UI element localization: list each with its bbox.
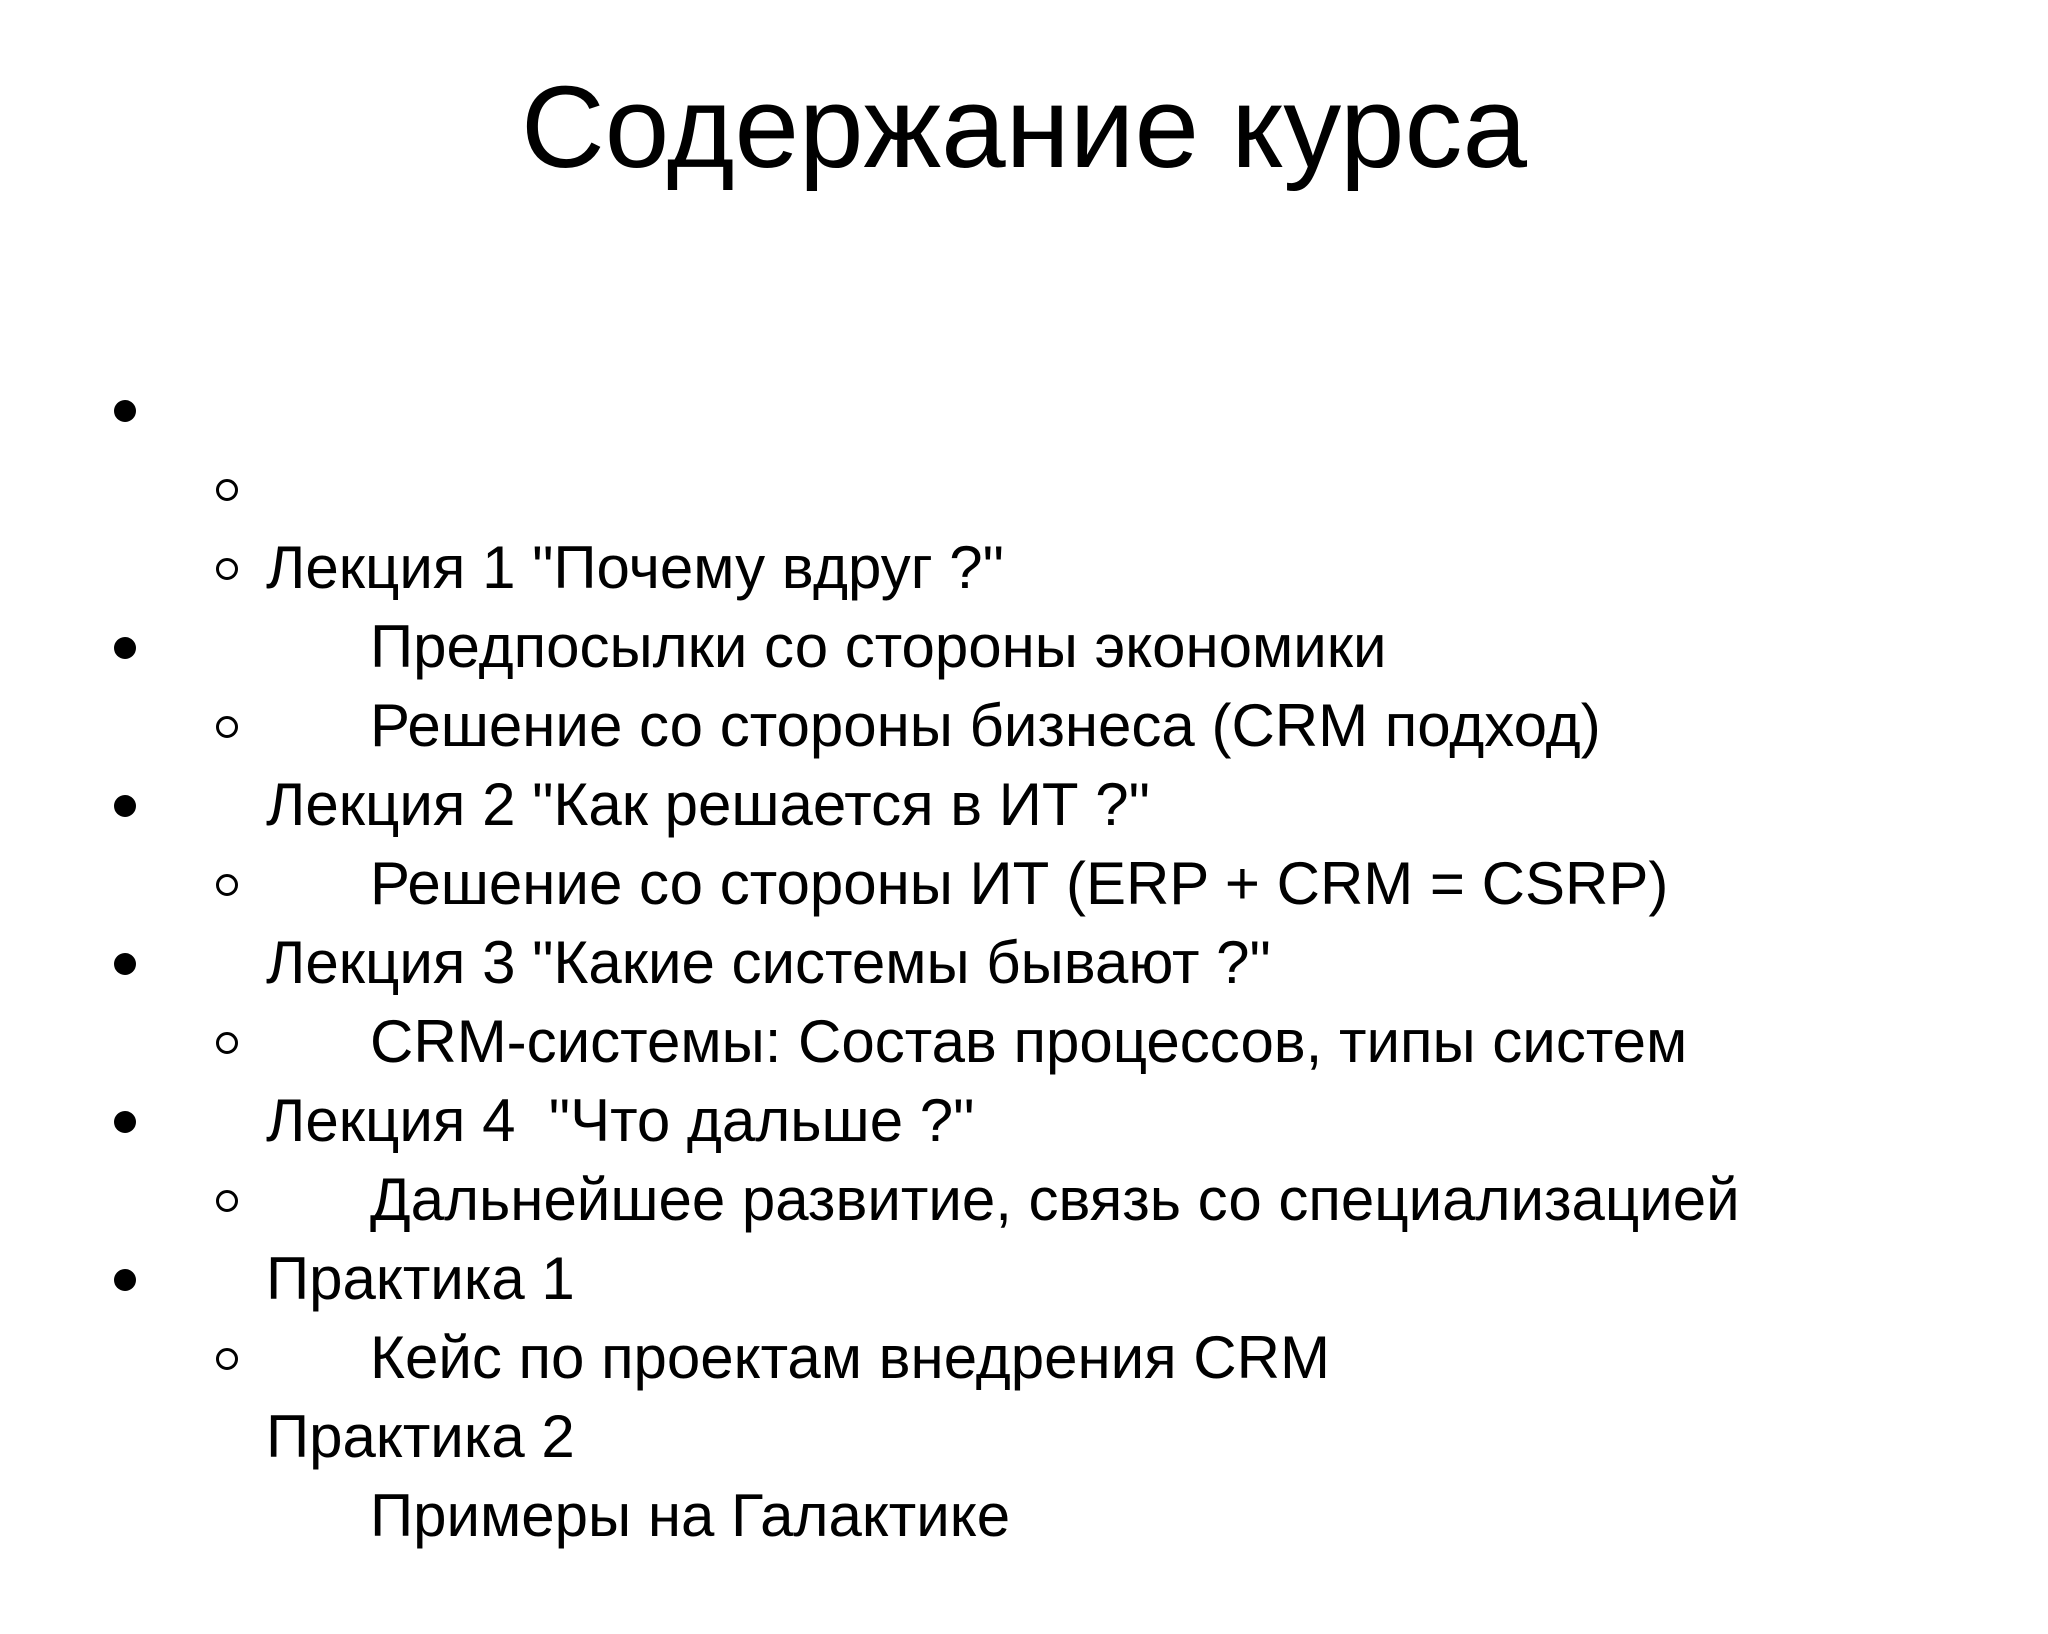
filled-circle-bullet-icon [114,795,136,817]
outline-subitem-text: Решение со стороны бизнеса (CRM подход) [370,692,1601,759]
filled-circle-bullet-icon [114,953,136,975]
outline-subitem-text: CRM-системы: Состав процессов, типы систем [370,1008,1688,1075]
outline-subitem-text: Дальнейшее развитие, связь со специализацией [370,1166,1740,1233]
filled-circle-bullet-icon [114,400,136,422]
filled-circle-bullet-icon [114,1269,136,1291]
hollow-circle-bullet-icon [216,1190,238,1212]
outline-item-text: Лекция 1 "Почему вдруг ?" [266,534,1004,601]
filled-circle-bullet-icon [114,637,136,659]
outline-item-lecture-1 [110,370,2010,601]
hollow-circle-bullet-icon [216,1348,238,1370]
hollow-circle-bullet-icon [216,558,238,580]
slide-title: Содержание курса [521,62,1527,192]
outline-item-text: Практика 2 [266,1403,575,1470]
outline-item-text: Лекция 3 "Какие системы бывают ?" [266,929,1271,996]
filled-circle-bullet-icon [114,1111,136,1133]
outline-subitem-text: Решение со стороны ИТ (ERP + CRM = CSRP) [370,850,1669,917]
outline-subitem-text: Предпосылки со стороны экономики [370,613,1387,680]
outline-item-text: Лекция 2 "Как решается в ИТ ?" [266,771,1150,838]
outline-subitem-text: Кейс по проектам внедрения CRM [370,1324,1330,1391]
outline-subitem-text: Примеры на Галактике [370,1482,1011,1549]
hollow-circle-bullet-icon [216,874,238,896]
hollow-circle-bullet-icon [216,479,238,501]
hollow-circle-bullet-icon [216,1032,238,1054]
outline-item-text: Лекция 4 "Что дальше ?" [266,1087,975,1154]
hollow-circle-bullet-icon [216,716,238,738]
course-outline-list [110,370,2010,1549]
outline-item-text: Практика 1 [266,1245,575,1312]
